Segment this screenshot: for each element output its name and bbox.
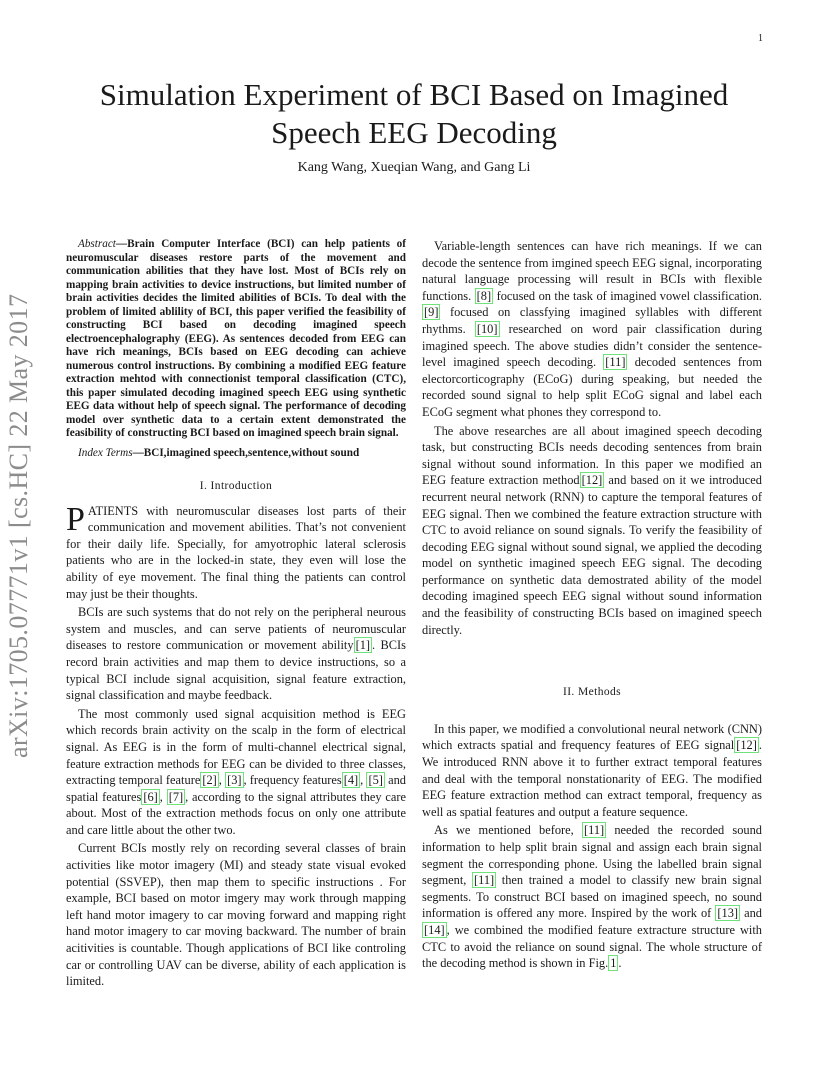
figure-link[interactable]: 1 [610,956,617,971]
intro-paragraph-3 [66,706,406,839]
index-terms-text: —BCI,imagined speech,sentence,without sound [132,446,360,459]
section-heading-methods: II. Methods [562,686,622,699]
intro-paragraph-1 [66,500,406,603]
text-span: , according to the signal attributes they care about. Most of the extraction methods focus on only one attribute and care little about the other two. [66,789,406,837]
title-line-1: Simulation Experiment of BCI Based on Imagined [99,77,729,112]
text-span: , [360,773,367,788]
citation-link[interactable]: [13] [717,906,739,921]
citation-link[interactable]: [3] [227,773,242,788]
citation-link[interactable]: [12] [736,738,757,753]
right-column [422,238,762,972]
citation-link[interactable]: [14] [424,922,445,937]
citation-link[interactable]: [8] [476,288,492,303]
citation-link[interactable]: [11] [583,823,605,838]
text-span: and based on it we introduced recurrent neural network (RNN) to capture the temporal features of EEG signal. Then we combined the feature extraction structure with CTC to avoid reliance on sound signals. To verify the feasibility of decoding EEG signal without sound signal, we applied the decoding model on synthetic imagined speech EEG signal. The decoding performance on synthetic data demostrated ability of the model decoding imagined speech EEG signal without sound information and the feasibility of constructing BCIs based on imagined speech directly. [422,473,762,637]
citation-link[interactable]: [10] [476,321,498,336]
text-span: needed the recorded sound information to help split brain signal and assign each brain signal segment the corresponding phone. Using the labelled brain signal segment, [422,823,762,888]
intro-paragraph-5 [422,238,762,421]
intro-paragraph-6 [422,423,762,639]
citation-link[interactable]: [9] [424,305,439,320]
intro-paragraph-2 [66,604,406,704]
text-span: . [618,956,622,971]
methods-paragraph-2 [422,822,762,971]
index-terms-lead: Index Terms [78,446,133,459]
citation-link[interactable]: [6] [143,789,158,804]
citation-link[interactable]: [7] [168,789,184,804]
left-column [66,238,406,990]
text-span: , frequency features [243,773,342,788]
citation-link[interactable]: [12] [581,473,603,488]
text-span: The above researches are all about imagined speech decoding task, but constructing BCIs needs decoding sentences from brain signal without sound information. In this paper we modified an EEG feature extraction method [422,423,762,488]
text-span: and [740,906,762,921]
text-span: focused on classfying imagined syllables with different rhythms. [422,305,762,336]
intro-paragraph-4: Current BCIs mostly rely on recording several classes of brain activities like motor imagery (MI) and steady state visual evoked potential (SSVEP), then map them to specific instructions . For example, BCI based on motor imgery may work through mapping left hand motor imagery to car moving forward and mapping right hand motor imagery to car moving backward. The number of brain acitivities is countable. Though applications of BCI like controling car or controlling UAV can be diverse, ability of each application is limited. [66,841,406,989]
citation-link[interactable]: [11] [474,873,495,888]
section-heading-introduction: I. Introduction [199,480,273,492]
citation-link[interactable]: [11] [605,355,626,370]
text-span: focused on the task of imagined vowel classification. [493,288,762,303]
text-span: . We introduced RNN above it to further extract temporal features and deal with the temporal nonstationarity of EEG. The modified EEG feature extraction method can extract temporal, frequency as well as spatial features and output a feature sequence. [422,738,762,819]
drop-cap: P [66,500,85,538]
citation-link[interactable]: [4] [343,773,359,788]
text-span: The most commonly used signal acquisition method is EEG which records brain activity on the scalp in the form of electrical signal. As EEG is in the form of multi-channel electrical signal, feature extraction methods for EEG can be divided to three classes, extracting temporal feature [66,706,406,788]
intro-paragraph-1-text: ATIENTS with neuromuscular diseases lost parts of their communication and movement abilities. That’s not convenient for their daily life. Specially, for amyotrophic lateral sclerosis patients who are in the locked-in state, they even will lose the ability of eye movement. The final thing the patients can control may just be their thoughts. [66,503,406,601]
text-span: BCIs are such systems that do not rely on the peripheral neurous system and muscles, and can serve patients of neuromuscular diseases to restore communication or movement ability [66,605,406,653]
text-span: , [218,773,226,788]
text-span: and spatial features [66,773,406,804]
text-span: decoded sentences from electorcorticography (ECoG) during speaking, but needed the recorded sound signal to help split ECoG signal and label each ECoG segment what phones they correspond to. [422,355,762,419]
text-span: researched on word pair classification during imagined speech. The above studies didn’t consider the sentence-level imagined speech decoding. [422,321,763,370]
text-span: . BCIs record brain activities and map them to device instructions, so a typical BCI include signal acquisition, signal feature extraction, signal classification and maybe feedback. [66,638,406,703]
text-span: As we mentioned before, [434,823,582,838]
citation-link[interactable]: [5] [368,773,383,788]
abstract [66,238,406,441]
citation-link[interactable]: [1] [355,638,371,653]
paper-title [40,76,788,152]
text-span: , [159,789,167,804]
text-span: In this paper, we modified a convolutional neural network (CNN) which extracts spatial and frequency features of EEG signal [422,721,762,753]
author-list: Kang Wang, Xueqian Wang, and Gang Li [297,160,531,175]
arxiv-identifier-stamp: arXiv:1705.07771v1 [cs.HC] 22 May 2017 [4,293,33,758]
page-number: 1 [758,33,763,44]
text-span: , we combined the modified feature extracture structure with CTC to avoid the reliance on sound signal. The whole structure of the decoding method is shown in Fig. [422,922,762,971]
text-span: Variable-length sentences can have rich meanings. If we can decode the sentence from imgined speech EEG signal, incorporating natural language processing will result in BCIs with flexible functions. [422,239,762,303]
abstract-lead: Abstract [78,238,116,250]
index-terms [66,447,406,461]
title-line-2: Speech EEG Decoding [271,115,557,150]
citation-link[interactable]: [2] [202,773,217,788]
methods-paragraph-1 [422,721,762,821]
abstract-text: —Brain Computer Interface (BCI) can help patients of neuromuscular diseases restore parts of the movement and communication abilities that they have lost. Most of BCIs rely on mapping brain activities to device instructions, but limited number of brain activities decides the limited abilities of BCIs. To deal with the problem of limited ablility of BCI, this paper verified the feasibility of constructing BCI based on decoding imagined speech electroencephalography (EEG). As sentences decoded from EEG can have rich meanings, BCIs based on EEG decoding can achieve numerous control instructions. By combining a modified EEG feature extraction mehtod with connectionist temporal classification (CTC), this paper simulated decoding imagined speech EEG using synthetic EEG data without help of speech signal. The performance of decoding model over synthetic data to a certain extent demonstrated the feasibility of constructing BCI based on imagined speech brain signal. [66,238,406,439]
text-span: then trained a model to classify new brain signal segments. To construct BCI based on imagined speech, no sound information is offered any more. Inspired by the work of [422,873,762,921]
